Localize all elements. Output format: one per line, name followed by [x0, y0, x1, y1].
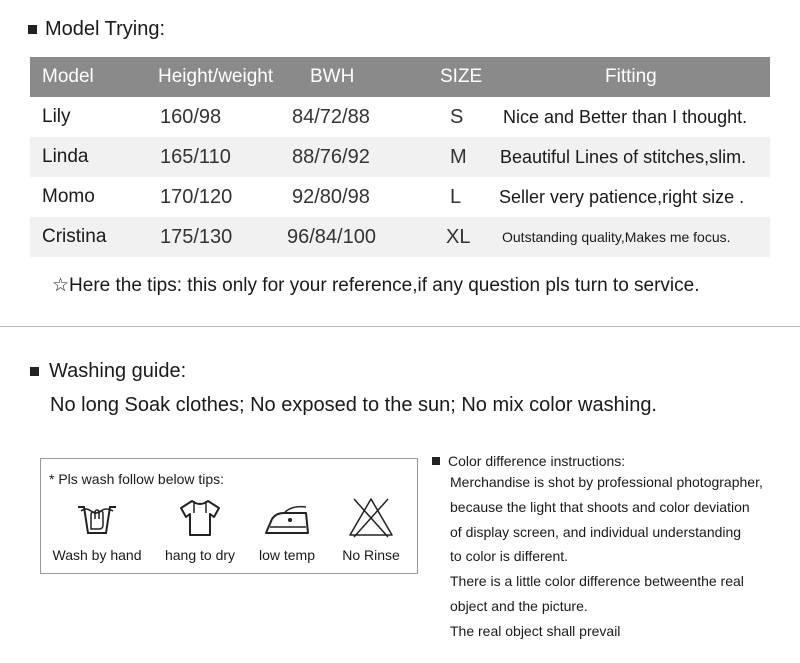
- model-size-table: [30, 57, 770, 257]
- no-rinse-icon: [346, 493, 396, 543]
- color-difference-title: Color difference instructions:: [448, 453, 626, 469]
- color-difference-line: to color is different.: [450, 548, 569, 565]
- cell-fitting: Nice and Better than I thought.: [503, 107, 748, 127]
- table-row: [30, 97, 770, 137]
- hang-to-dry-icon: [175, 493, 225, 543]
- square-bullet-icon: [28, 25, 37, 34]
- wash-tip-label: hang to dry: [164, 547, 236, 563]
- wash-tip: [47, 493, 147, 563]
- color-difference-line: of display screen, and individual understanding: [450, 523, 742, 540]
- cell-bwh: 84/72/88: [292, 106, 370, 128]
- cell-height-weight: 160/98: [160, 106, 222, 128]
- cell-fitting: Beautiful Lines of stitches,slim.: [500, 147, 747, 167]
- reference-tip: ☆Here the tips: this only for your reference,if any question pls turn to service.: [52, 275, 700, 296]
- square-bullet-icon: [432, 457, 440, 465]
- cell-size: M: [450, 146, 467, 168]
- cell-bwh: 96/84/100: [287, 226, 376, 248]
- washing-instructions: No long Soak clothes; No exposed to the sun; No mix color washing.: [50, 394, 657, 416]
- washing-section-heading: [30, 360, 186, 383]
- section-divider: [0, 326, 800, 327]
- color-difference-line: Merchandise is shot by professional photographer,: [450, 474, 763, 490]
- column-header-model: Model: [42, 66, 94, 87]
- cell-model: Cristina: [42, 226, 107, 247]
- cell-height-weight: 170/120: [160, 186, 233, 208]
- cell-size: L: [450, 186, 462, 208]
- cell-size: XL: [446, 226, 471, 248]
- wash-tip: [245, 493, 329, 563]
- table-header-row: [30, 57, 770, 97]
- cell-height-weight: 175/130: [160, 226, 233, 248]
- cell-model: Lily: [42, 106, 71, 127]
- cell-model: Linda: [42, 146, 89, 167]
- model-section-heading: [28, 18, 165, 41]
- column-header-size: SIZE: [440, 66, 483, 87]
- cell-bwh: 92/80/98: [292, 186, 370, 208]
- column-header-fitting: Fitting: [605, 66, 657, 87]
- cell-bwh: 88/76/92: [292, 146, 370, 168]
- color-difference-line: There is a little color difference betweenthe real: [450, 573, 744, 590]
- color-difference-notice: [432, 452, 798, 644]
- wash-tips-title: * Pls wash follow below tips:: [49, 471, 225, 487]
- low-temp-iron-icon: [262, 493, 312, 543]
- wash-tip-label: low temp: [258, 547, 316, 563]
- wash-tip-label: No Rinse: [342, 547, 400, 563]
- column-header-bwh: BWH: [310, 66, 355, 87]
- cell-fitting: Outstanding quality,Makes me focus.: [502, 229, 731, 245]
- cell-model: Momo: [42, 186, 95, 207]
- cell-height-weight: 165/110: [160, 146, 231, 168]
- cell-fitting: Seller very patience,right size .: [499, 187, 745, 207]
- wash-by-hand-icon: [72, 493, 122, 543]
- wash-tip: [329, 493, 413, 563]
- cell-size: S: [450, 106, 464, 128]
- table-row: [30, 177, 770, 217]
- color-difference-line: because the light that shoots and color deviation: [450, 498, 750, 515]
- table-row: [30, 217, 770, 257]
- color-difference-heading: [432, 452, 798, 470]
- color-difference-line: The real object shall prevail: [450, 622, 621, 639]
- wash-tips-box: [40, 458, 418, 574]
- wash-tip-label: Wash by hand: [52, 547, 142, 563]
- square-bullet-icon: [30, 367, 39, 376]
- column-header-height-weight: Height/weight: [158, 66, 274, 87]
- wash-tip: [155, 493, 245, 563]
- color-difference-line: object and the picture.: [450, 597, 588, 614]
- washing-section-title: Washing guide:: [49, 360, 187, 382]
- table-row: [30, 137, 770, 177]
- model-section-title: Model Trying:: [45, 18, 166, 40]
